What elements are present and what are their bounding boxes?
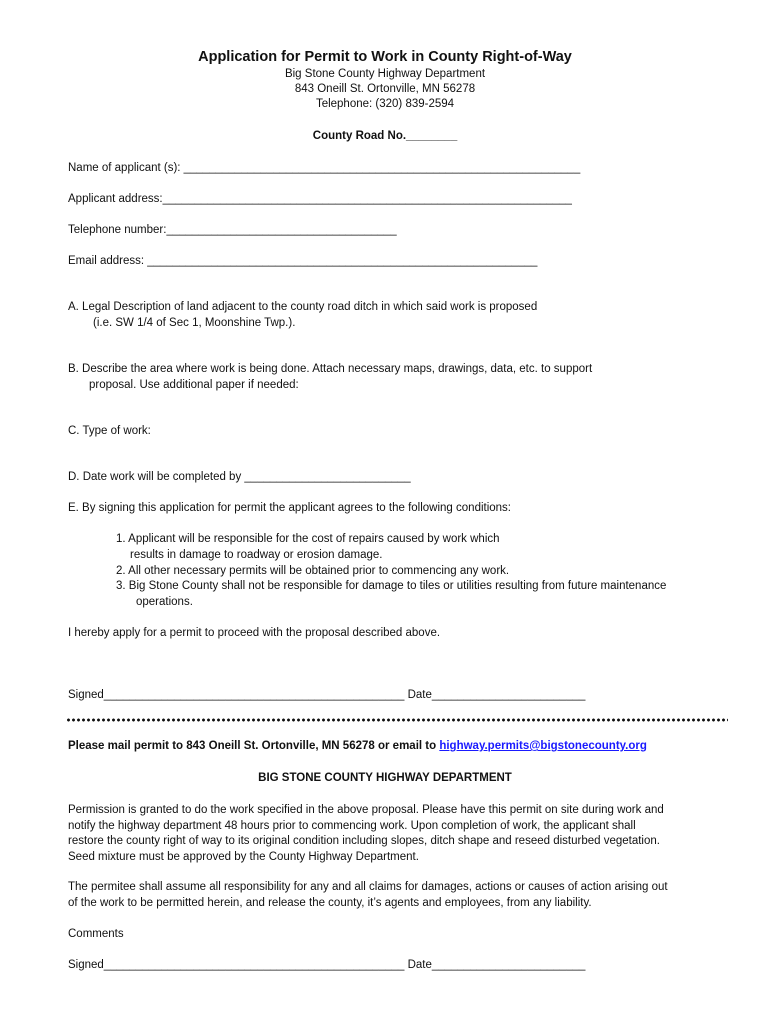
condition-3-continued: operations. <box>136 596 193 608</box>
department-signature-line[interactable]: Signed_______________________________________________ Date________________________ <box>68 959 586 971</box>
page-title: Application for Permit to Work in County Right-of-Way <box>198 49 572 65</box>
permission-paragraph <box>68 803 728 865</box>
section-a-example: (i.e. SW 1/4 of Sec 1, Moonshine Twp.). <box>93 317 296 329</box>
section-c-text: C. Type of work: <box>68 425 151 437</box>
mail-instruction-text: Please mail permit to 843 Oneill St. Ortonville, MN 56278 or email to <box>68 740 440 752</box>
telephone-field[interactable]: Telephone number:____________________________________ <box>68 224 397 236</box>
permission-line: restore the county right of way to its original condition including slopes, ditch shape and reseed disturbed vegetation. <box>68 835 660 847</box>
condition-3: 3. Big Stone County shall not be responsible for damage to tiles or utilities resulting from future maintenance <box>116 580 667 592</box>
mail-instruction <box>68 739 647 755</box>
permission-line: Permission is granted to do the work specified in the above proposal. Please have this permit on site during work and <box>68 804 664 816</box>
condition-1: 1. Applicant will be responsible for the cost of repairs caused by work which <box>116 533 500 545</box>
applicant-address-field[interactable]: Applicant address:________________________________________________________________ <box>68 193 572 205</box>
liability-line: The permitee shall assume all responsibility for any and all claims for damages, actions or causes of action arising out <box>68 881 668 893</box>
department-address: 843 Oneill St. Ortonville, MN 56278 <box>294 83 476 95</box>
highway-email-link[interactable]: highway.permits@bigstonecounty.org <box>439 740 647 752</box>
condition-2: 2. All other necessary permits will be obtained prior to commencing any work. <box>116 565 510 577</box>
email-field[interactable]: Email address: _____________________________________________________________ <box>68 255 538 267</box>
section-b-text: B. Describe the area where work is being done. Attach necessary maps, drawings, data, etc. to support <box>68 363 593 375</box>
permission-line: Seed mixture must be approved by the County Highway Department. <box>68 850 419 863</box>
liability-paragraph <box>68 880 728 911</box>
section-b-text-continued: proposal. Use additional paper if needed: <box>89 379 299 391</box>
dotted-divider <box>66 718 728 722</box>
county-road-field[interactable]: County Road No.________ <box>312 130 458 142</box>
section-e-text: E. By signing this application for permit the applicant agrees to the following conditions: <box>68 502 512 514</box>
department-heading: BIG STONE COUNTY HIGHWAY DEPARTMENT <box>258 772 512 784</box>
permission-line: notify the highway department 48 hours prior to commencing work. Upon completion of work, the applicant shall <box>68 819 636 832</box>
condition-1-continued: results in damage to roadway or erosion damage. <box>130 549 383 561</box>
applicant-name-field[interactable]: Name of applicant (s): ______________________________________________________________ <box>68 162 581 174</box>
completion-date-field[interactable]: D. Date work will be completed by __________________________ <box>68 471 411 483</box>
section-a-text: A. Legal Description of land adjacent to the county road ditch in which said work is proposed <box>68 301 538 313</box>
comments-label[interactable]: Comments <box>68 928 124 940</box>
department-name: Big Stone County Highway Department <box>284 68 486 80</box>
department-phone: Telephone: (320) 839-2594 <box>315 98 455 110</box>
liability-line: of the work to be permitted herein, and release the county, it’s agents and employees, from any liability. <box>68 896 592 909</box>
apply-statement: I hereby apply for a permit to proceed with the proposal described above. <box>68 627 441 639</box>
applicant-signature-line[interactable]: Signed_______________________________________________ Date________________________ <box>68 689 586 701</box>
